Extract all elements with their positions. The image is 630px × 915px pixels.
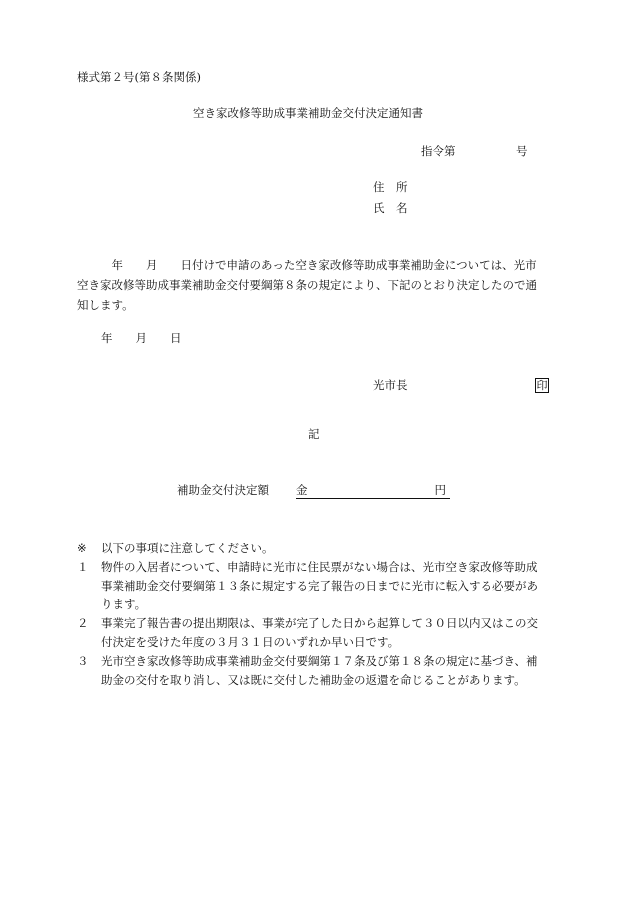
note-line: ります。: [101, 597, 147, 612]
note-line: 事業補助金交付要綱第１３条に規定する完了報告の日までに光市に転入する必要があ: [101, 578, 538, 593]
note-item: [77, 652, 538, 690]
seal-mark: 印: [536, 379, 548, 392]
note-line: 物件の入居者について、申請時に光市に住民票がない場合は、光市空き家改修等助成: [101, 559, 538, 574]
notes-mark: ※: [77, 541, 87, 555]
body-line: 空き家改修等助成事業補助金交付要綱第８条の規定により、下記のとおり決定したので通: [77, 278, 537, 292]
reference-number-prefix: 指令第: [421, 144, 456, 158]
note-line: 事業完了報告書の提出期限は、事業が完了した日から起算して３０日以内又はこの交: [101, 616, 538, 631]
notes-header-text: 以下の事項に注意してください。: [101, 541, 274, 555]
notes-header: [77, 539, 538, 558]
note-line: 助金の交付を取り消し、又は既に交付した補助金の返還を命じることがあります。: [101, 672, 526, 687]
reference-number-suffix: 号: [516, 144, 528, 158]
recipient-name-label: 氏 名: [373, 201, 408, 215]
notes-section: [77, 539, 538, 689]
note-number: １: [77, 559, 89, 574]
recipient-address-label: 住 所: [373, 180, 408, 194]
body-line: 年 月 日付けで申請のあった空き家改修等助成事業補助金については、光市: [77, 258, 537, 272]
body-paragraph: [77, 255, 537, 315]
note-number: ２: [77, 616, 89, 631]
issuer-title: 光市長: [373, 378, 408, 392]
note-number: ３: [77, 653, 89, 668]
note-item: [77, 558, 538, 614]
amount-suffix: 円: [434, 483, 446, 497]
body-line: 知します。: [77, 298, 134, 312]
note-line: 付決定を受けた年度の３月３１日のいずれか早い日です。: [101, 634, 400, 649]
form-label: 様式第２号(第８条関係): [77, 70, 201, 84]
issue-date-line: 年 月 日: [101, 331, 182, 345]
amount-field: [296, 485, 450, 499]
amount-prefix: 金: [296, 483, 308, 497]
amount-label: 補助金交付決定額: [177, 483, 269, 497]
note-line: 光市空き家改修等助成事業補助金交付要綱第１７条及び第１８条の規定に基づき、補: [101, 653, 538, 668]
document-title: 空き家改修等助成事業補助金交付決定通知書: [193, 106, 423, 120]
ki-heading: 記: [308, 427, 320, 441]
note-item: [77, 614, 538, 652]
